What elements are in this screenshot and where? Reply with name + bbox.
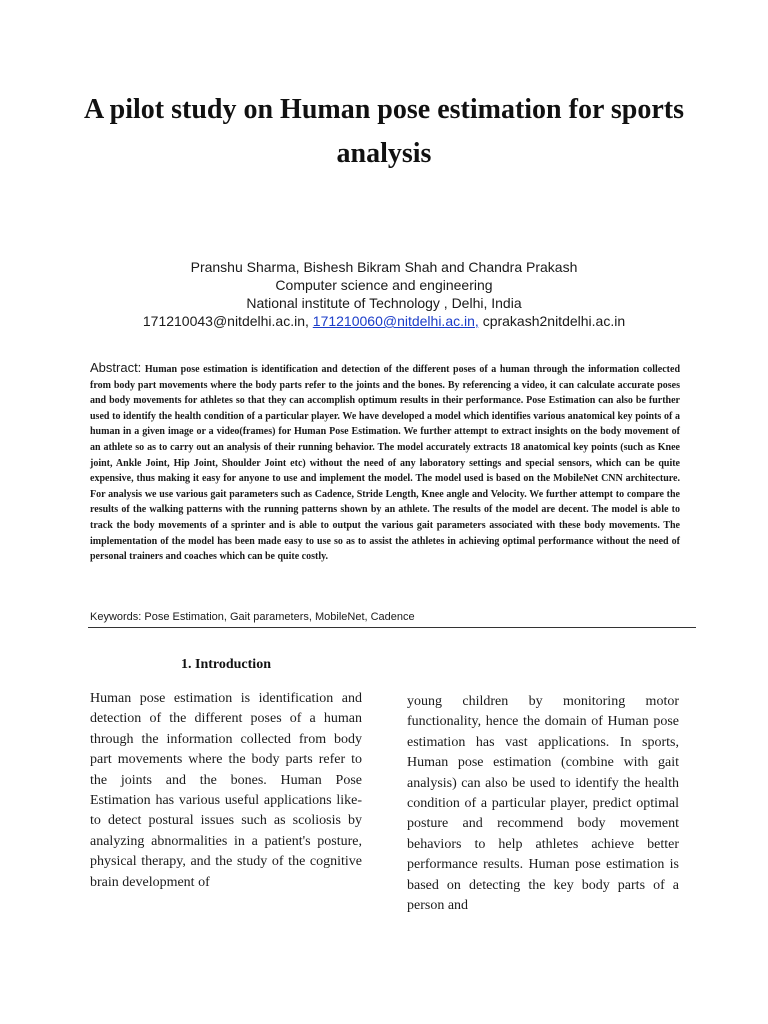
email-2-link[interactable]: 171210060@nitdelhi.ac.in, [312, 313, 479, 329]
author-block [40, 258, 728, 330]
paper-title: A pilot study on Human pose estimation for sports analysis [83, 94, 684, 169]
author-names: Pranshu Sharma, Bishesh Bikram Shah and Chandra Prakash [190, 259, 578, 275]
author-institution: National institute of Technology , Delhi, India [246, 295, 522, 311]
abstract-text: Human pose estimation is identification and detection of the different poses of a human through the information collected from body part movements where the body parts refer to the joints and the bones. By referencing a video, it can calculate accurate poses and body movements for athletes so that they can accomplish optimum results in their performance. Pose Estimation can also be further used to identify the health condition of a particular player. We have developed a model which identifies various anatomical key points of a human in a given image or a video(frames) for Human Pose Estimation. We further attempt to extract insights on the body movement of an athlete so as to carry out an analysis of their running behavior. The model accurately extracts 18 anatomical key points (such as Knee joint, Ankle Joint, Hip Joint, Shoulder Joint etc) without the need of any laboratory settings and special sensors, which can be quite expensive, thus making it easy for anyone to use and implement the model. The model used is based on the MobileNet CNN architecture. For analysis we use various gait parameters such as Cadence, Stride Length, Knee angle and Velocity. We further attempt to compare the results of the walking patterns with the running patterns shown by an athlete. The results of the model are decent. The model is able to track the body movements of a sprinter and is able to output the various gait parameters associated with these body movements. The implementation of the model has been made easy to use so as to assist the athletes in achieving optimal performance without the need of personal trainers and coaches which can be quite costly. [90, 364, 681, 563]
intro-left-column: Human pose estimation is identification and detection of the different poses of a human through the information collected from body part movements where the body parts refer to the joints and the bones. Human Pose Estimation has various useful applications like- to detect postural issues such as scoliosis by analyzing abnormalities in a patient's posture, physical therapy, and the study of the cognitive brain development of [90, 691, 362, 890]
section-divider [88, 627, 696, 628]
section-heading-introduction: 1. Introduction [181, 657, 271, 672]
author-department: Computer science and engineering [275, 277, 493, 293]
email-1: 171210043@nitdelhi.ac.in, [142, 313, 309, 329]
email-3: cprakash2nitdelhi.ac.in [482, 313, 626, 329]
keywords-line: Keywords: Pose Estimation, Gait parameters, MobileNet, Cadence [90, 611, 415, 623]
abstract [90, 360, 680, 565]
intro-right-column: young children by monitoring motor functionality, hence the domain of Human pose estimation has vast applications. In sports, Human pose estimation (combine with gait analysis) can also be used to identify the health condition of a particular player, predict optimal posture and recommend body movement behaviors to help athletes achieve better performance results. Human pose estimation is based on detecting the key body parts of a person and [407, 694, 679, 914]
author-emails [40, 312, 728, 330]
abstract-label: Abstract: [90, 360, 142, 375]
